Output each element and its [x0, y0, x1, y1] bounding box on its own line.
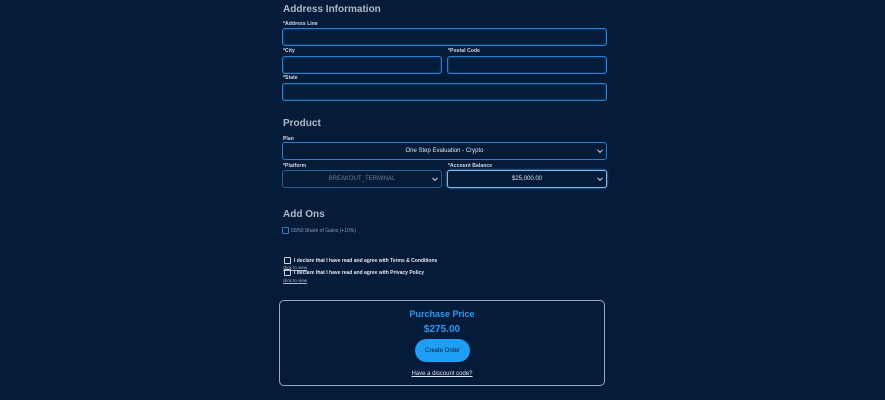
state-input[interactable]	[282, 83, 607, 101]
account-balance-select[interactable]	[447, 170, 607, 188]
state-label: *State	[283, 75, 298, 81]
city-input[interactable]	[282, 56, 442, 74]
terms-checkbox[interactable]	[284, 257, 291, 264]
chevron-down-icon	[597, 147, 603, 153]
platform-select[interactable]	[282, 170, 442, 188]
platform-label: *Platform	[283, 163, 307, 169]
privacy-checkbox[interactable]	[284, 269, 291, 276]
plan-select-value: One Step Evaluation - Crypto	[405, 148, 484, 154]
postal-code-label: *Postal Code	[448, 48, 481, 54]
city-label: *City	[283, 48, 295, 54]
addon-label-share-gains: 50/50 Share of Gains (+10%)	[291, 228, 356, 234]
terms-declaration-label: I declare that I have read and agree with Terms & Conditions	[294, 258, 438, 264]
purchase-price-title: Purchase Price	[409, 309, 475, 319]
discount-code-link[interactable]: Have a discount code?	[411, 371, 473, 377]
plan-label: Plan	[283, 136, 294, 142]
create-order-button[interactable]: Create Order	[415, 339, 470, 362]
plan-select[interactable]	[282, 142, 607, 160]
account-balance-select-value: $25,000.00	[511, 176, 543, 182]
address-line-label: *Address Line	[283, 21, 318, 27]
terms-view-link[interactable]: click to view	[283, 265, 308, 270]
postal-code-input[interactable]	[447, 56, 607, 74]
addon-checkbox-share-gains[interactable]	[282, 227, 289, 234]
privacy-declaration-label: I declare that I have read and agree with Privacy Policy	[294, 270, 425, 276]
address-section-title: Address Information	[283, 4, 381, 15]
purchase-summary-box	[279, 300, 605, 386]
platform-select-value: BREAKOUT_TERMINAL	[328, 176, 396, 182]
purchase-price-value: $275.00	[423, 324, 461, 335]
chevron-down-icon	[597, 175, 603, 181]
product-section-title: Product	[283, 118, 321, 129]
account-balance-label: *Account Balance	[448, 163, 493, 169]
addons-section-title: Add Ons	[283, 209, 325, 220]
address-line-input[interactable]	[282, 28, 607, 46]
chevron-down-icon	[432, 175, 438, 181]
privacy-view-link[interactable]: click to view	[283, 278, 308, 283]
